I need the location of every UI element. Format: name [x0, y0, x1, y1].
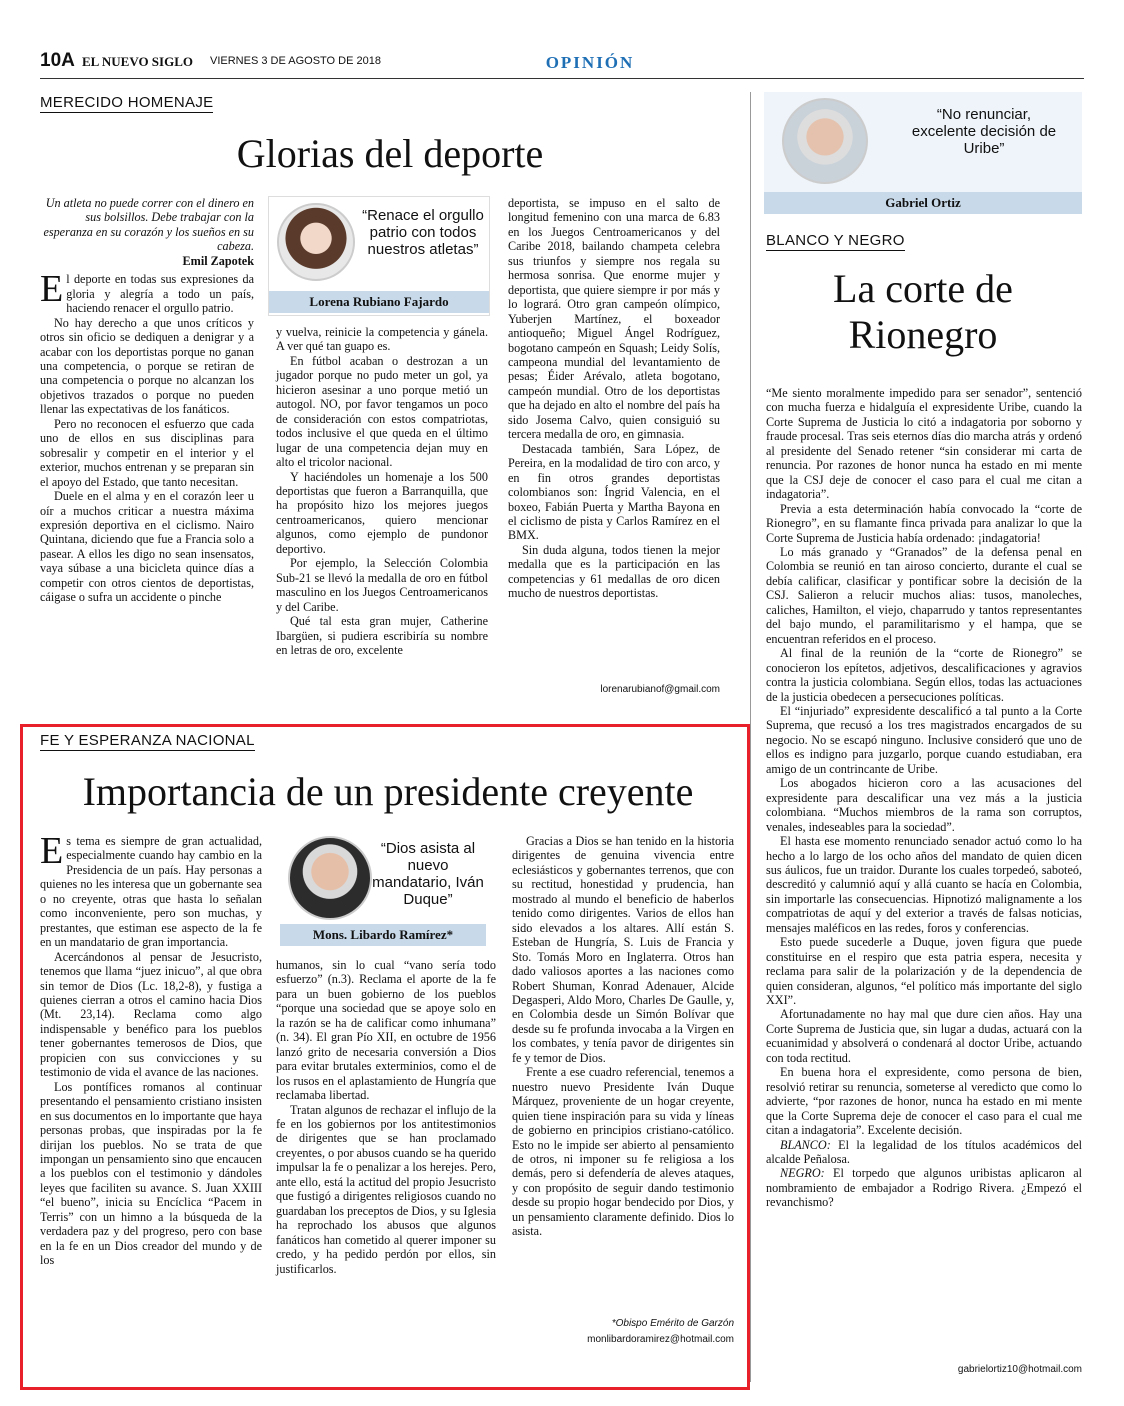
epigraph: Un atleta no puede correr con el dinero en sus bolsillos. Debe trabajar con la esperanza en su corazón y los sueños en su cabeza. — [43, 196, 254, 254]
article2-paragraph: “Me siento moralmente impedido para ser senador”, sentenció con mucha fuerza e hidalguía el expresidente Uribe, cuando la Corte Suprema de Justicia lo citó a indagatoria por soborno y fraude procesal. Tras seis eternos días dio marcha atrás y ordenó al presidente del Senado retener “sin considerar mi carta de renuncia. Por razones de honor nunca ha estado en mi mente que la CSJ deje de conocer el caso para el cual me citan a indagatoria”. — [766, 386, 1082, 502]
negro-note — [766, 1166, 1082, 1209]
article3-column-1 — [40, 830, 262, 1268]
article1-paragraph: Sin duda alguna, todos tienen la mejor medalla que es la participación en las competencias y 61 medallas de oro dicen mucho de nuestros deportistas. — [508, 542, 720, 601]
negro-label: NEGRO: — [780, 1166, 825, 1181]
dropcap-e: E — [40, 268, 64, 311]
article1-paragraph: Qué tal esta gran mujer, Catherine Ibargüen, si pudiera escribiría su nombre en letras de oro, excelente — [276, 614, 488, 657]
headline-line-1: La corte de — [833, 266, 1013, 311]
author-quote: “Dios asista al nuevo mandatario, Iván Duque” — [372, 840, 484, 908]
article2-paragraph: Esto puede sucederle a Duque, joven figura que puede constituirse en el respiro que esta patria espera, necesita y reclama para salir de la polarización y de la dependencia de quien consideran, algunos, “el político más importante del siglo XXI”. — [766, 935, 1082, 1008]
article1-paragraph: Pero no reconocen el esfuerzo que cada uno de ellos en sus disciplinas para sobresalir y competir en el interior y el exterior, muchos entrenan y se preparan sin el apoyo del Estado, que tanto necesitan. — [40, 416, 254, 489]
article1-paragraph: y vuelva, reinicie la competencia y gánela. A ver qué tan guapo es. — [276, 325, 488, 354]
author-name-bar: Gabriel Ortiz — [764, 192, 1082, 214]
article2-paragraph: Al final de la reunión de la “corte de Rionegro” se conocieron los epítetos, adjetivos, descalificaciones y agravios contra la justicia colombiana. Según ellos, todas las actuaciones de la justicia obedecen a persecuciones políticas. — [766, 646, 1082, 704]
author-quote: “No renunciar, excelente decisión de Uribe” — [911, 106, 1057, 157]
author-photo — [782, 98, 868, 184]
article1-paragraph: deportista, se impuso en el salto de longitud femenino con una marca de 6.83 en los Juegos Centroamericanos y del Caribe 2018, bailando champeta celebra sus triunfos y siempre nos regala su hermosa sonrisa. Que enorme mujer y deportista, que quiere siempre ir por más y lo logrará. Otro gran campeón olímpico, Yuberjen Martínez, el boxeador antioqueño; Miguel Ángel Rodríguez, bogotano campeón en Squash; Leidy Solís, campeona mundial del levantamiento de pesas; Éider Arévalo, atleta bogotano, campeón mundial. Otro de los deportistas que ha dejado en alto el nombre del país ha sido Josema Calvo, quien consiguió su tercera medalla de oro, en gimnasia. — [508, 196, 720, 442]
author-name-bar: Mons. Libardo Ramírez* — [280, 924, 486, 946]
article3-column-3 — [512, 834, 734, 1239]
author-photo — [277, 203, 355, 281]
article2-column — [766, 386, 1082, 1210]
headline-la-corte-de-rionegro — [764, 266, 1082, 358]
negro-text: El torpedo que algunos uribistas aplicaron al nombramiento de embajador a Rodrigo Rivera. ¿Empezó el revanchismo? — [766, 1166, 1082, 1210]
article1-paragraph: Por ejemplo, la Selección Colombia Sub-21 se llevó la medalla de oro en fútbol masculino en los Juegos Centroamericanos y del Caribe. — [276, 556, 488, 614]
page-number: 10A — [40, 50, 75, 71]
kicker-merecido-homenaje: MERECIDO HOMENAJE — [40, 94, 214, 111]
paper-name: EL NUEVO SIGLO — [82, 54, 193, 69]
author-email-libardo[interactable]: monlibardoramirez@hotmail.com — [587, 1334, 734, 1345]
article3-paragraph: s tema es siempre de gran actualidad, especialmente cuando hay cambio en la Presidencia de un país. Hay personas a quienes no les interesa que un gobernante sea o no creyente, otras que hasta lo señalan como inconveniente, pero son muchas, y prestantes, que estiman ese aspecto de la fe en un mandatario de gran importancia. — [40, 834, 262, 950]
article3-paragraph: humanos, sin lo cual “vano sería todo esfuerzo” (n.3). Reclama el aporte de la fe para un buen gobierno de los pueblos “porque una sociedad que se apoye solo en la razón se ha de calificar como inhumana” (n. 34). El gran Pío XII, en octubre de 1956 lanzó grito de necesaria conversión a Dios para evitar brutales exterminios, como el de los rusos en el aplastamiento de Hungría que reclamaba libertad. — [276, 958, 496, 1103]
article3-column-2 — [276, 958, 496, 1276]
kicker-fe-y-esperanza: FE Y ESPERANZA NACIONAL — [40, 732, 255, 749]
article1-paragraph: Duele en el alma y en el corazón leer u oír a muchos criticar a nuestra máxima expresión deportiva en el ciclismo. Nairo Quintana, diciendo que fue a Francia solo a pasear. A ellos les digo no sean insensatos, vaya súbase a una bicicleta quince días a competir con otros cientos de deportistas, cáigase o sufra un accidente o pinche — [40, 489, 254, 605]
article2-paragraph: En buena hora el expresidente, como persona de bien, resolvió retirar su renuncia, someterse al veredicto que como lo advierte, “por razones de honor, nunca ha estado en mi mente que la Corte Suprema deje de conocer el caso para el cual me citan a indagatoria”. Excelente decisión. — [766, 1065, 1082, 1138]
article1-paragraph: Y haciéndoles un homenaje a los 500 deportistas que fueron a Barranquilla, que ha propósito hizo los mejores juegos centroamericanos, quiero mencionar algunos, como ejemplo de pundonor deportivo. — [276, 469, 488, 556]
article2-paragraph: Previa a esta determinación había convocado la “corte de Rionegro”, en su flamante finca privada para analizar lo que la Corte Suprema de Justicia había ordenado: ¡indagatoria! — [766, 501, 1082, 545]
article1-column-3 — [508, 196, 720, 601]
article2-paragraph: Afortunadamente no hay mal que dure cien años. Hay una Corte Suprema de Justicia que, sin lugar a dudas, actuará con la ecuanimidad y absolverá o condenará al doctor Uribe, actuando con toda rectitud. — [766, 1007, 1082, 1065]
masthead — [40, 48, 1084, 79]
dropcap-e: E — [40, 830, 64, 872]
author-email-lorena[interactable]: lorenarubianof@gmail.com — [600, 684, 720, 695]
author-quote: “Renace el orgullo patrio con todos nuestros atletas” — [362, 207, 484, 258]
kicker-blanco-y-negro: BLANCO Y NEGRO — [766, 232, 905, 249]
section-title: OPINIÓN — [545, 53, 635, 72]
column-divider — [750, 92, 751, 1382]
article2-paragraph: El “injuriado” expresidente descalificó a tal punto a la Corte Suprema, que recusó a los tres magistrados encargados de su negocio. No se escapó ninguno. Inclusive consideró que uno de ellos es indigno para juzgarlo, porque cuando estudiaban, era amigo de un contrincante de Uribe. — [766, 703, 1082, 776]
article1-paragraph: l deporte en todas sus expresiones da gloria y alegría a todo un país, haciendo renacer el orgullo patrio. — [66, 272, 254, 316]
article1-paragraph: En fútbol acaban o destrozan a un jugador porque no pudo meter un gol, ya hicieron asesinar a uno porque metió un autogol. NO, por favor tengamos un poco de consideración con estos compatriotas, todos inclusive el que queda en el último lugar de una competencia dejan muy en alto el tricolor nacional. — [276, 353, 488, 470]
article3-paragraph: Frente a ese cuadro referencial, tenemos a nuestro nuevo Presidente Iván Duque Márquez, proveniente de un hogar creyente, quien tiene inspiración para su vida y líneas de gobierno en principios cristiano-católico. Esto no le impide ser abierto al pensamiento de otros, ni imponer su fe religiosa a los demás, pero si defendería de aleves ataques, y con propósito de seguir dando testimonio desde su propio hogar bendecido por Dios, y un pensamiento claramente definido. Dios lo asista. — [512, 1065, 734, 1239]
author-box-lorena — [268, 196, 490, 316]
headline-glorias-del-deporte: Glorias del deporte — [236, 131, 544, 176]
headline-presidente-creyente: Importancia de un presidente creyente — [82, 769, 694, 814]
blanco-text: El la legalidad de los títulos académicos del alcalde Peñalosa. — [766, 1137, 1082, 1167]
article2-paragraph: Lo más granado y “Granados” de la defensa penal en Colombia se reunió en tan airoso concierto, durante el cual se debía calificar, clasificar y pontificar sobre la decisión de la CSJ. Salieron a relucir muchos alias: tusos, manoleches, caliches, Hamilton, el viejo, chaparrudo y tantos representantes del bajo mundo, el paramilitarismo y el hampa, que se encuentran referidos en el proceso. — [766, 544, 1082, 646]
article3-paragraph: Tratan algunos de rechazar el influjo de la fe en los gobiernos por los antitestimonios de dirigentes que se han proclamado creyentes, o por abusos cuando se ha querido impulsar la fe o penalizar a los herejes. Pero, ante ello, está la actitud del propio Jesucristo que fustigó a dirigentes religiosos cuando no guardaban los preceptos de Dios, y su Iglesia ha reprochado los abusos que algunos fanáticos han cometido al querer imponer su credo, y ha pedido perdón por ellos, sin justificarlos. — [276, 1102, 496, 1276]
author-box-libardo — [280, 830, 486, 950]
blanco-note — [766, 1138, 1082, 1167]
author-footnote: *Obispo Emérito de Garzón — [611, 1318, 734, 1329]
author-name-bar: Lorena Rubiano Fajardo — [269, 291, 489, 313]
article2-paragraph: El hasta ese momento renunciado senador actuó como lo ha hecho a lo largo de los ocho años del mandato de quien dicen sus áulicos, fue un traidor. Durante los cuales torpedeó, saboteó, descreditó y calumnió aquí y allá cuanto se hacía en Colombia, sin importarle las consecuencias. Hipnotizó malignamente a los compatriotas de aquí y del exterior a través de falsas noticias, mensajes maléficos en las redes, foros y conferencias. — [766, 834, 1082, 935]
article1-column-2 — [276, 325, 488, 657]
article2-paragraph: Los abogados hicieron coro a las acusaciones del expresidente para descalificar una vez más a la justicia colombiana. “Muchos miembros de la rama son corruptos, venales, indeseables para la sociedad”. — [766, 776, 1082, 834]
article1-column-1 — [40, 196, 254, 605]
article3-paragraph: Gracias a Dios se han tenido en la historia dirigentes de genuina vivencia entre eclesiásticos y gobernantes terrenos, que con su rectitud, honestidad y prudencia, han mostrado al mundo el beneficio de haberlos tenido como dirigentes. Varios de ellos han sido elevados a los altares. Allí están S. Esteban de Hungría, S. Luis de Francia y Sto. Tomás Moro en Inglaterra. Otros han dado valiosos aportes a las naciones como Robert Shuman, Konrad Adenauer, Alcide Degasperi, Aldo Moro, Charles De Gaulle, y, en Colombia desde un Simón Bolívar que desde su fe profunda invocaba a la Virgen en los combates, y tenía pavor de dirigentes sin fe y temor de Dios. — [512, 834, 734, 1065]
article1-paragraph: No hay derecho a que unos críticos y otros sin oficio se dediquen a denigrar y a acabar con los deportistas porque no ganan una competencia, o porque se retiran de una competencia o porque no alcanzan los objetivos trazados o porque no pueden llenar las expectativas de los fanáticos. — [40, 315, 254, 417]
article1-paragraph: Destacada también, Sara López, de Pereira, en la modalidad de tiro con arco, y en fin otros grandes deportistas colombianos son: Íngrid Valencia, en el boxeo, Fabián Puerta y Martha Bayona en el ciclismo de pista y Carlos Ramírez en el BMX. — [508, 441, 720, 543]
author-photo — [288, 836, 372, 920]
article3-paragraph: Acercándonos al pensar de Jesucristo, tenemos que llama “juez inicuo”, al que obra sin temor de Dios (Lc. 18,2-8), y fustiga a quienes cierran a otros el camino hacia Dios (Mt. 23,14). Reclama como algo indispensable y benéfico para los pueblos tener gobernantes temerosos de Dios, que propicien con sus convicciones y su testimonio de vida el avance de las naciones. — [40, 949, 262, 1080]
author-box-gabriel — [764, 92, 1082, 212]
article3-paragraph: Los pontífices romanos al continuar presentando el pensamiento cristiano insisten en sus documentos en lo importante que haya personas probas, que inspiradas por la fe dirijan los pueblos. No se trata de que impongan un pensamiento sino que encaucen a los pueblos con el testimonio y dándoles leyes que faciliten su avance. S. Juan XXIII “el bueno”, inicia su Encíclica “Pacem in Terris” con un himno a la búsqueda de la verdadera paz y del progreso, pero con base en la fe en un Dios creador del mundo y de los — [40, 1079, 262, 1268]
issue-date: VIERNES 3 DE AGOSTO DE 2018 — [210, 55, 381, 67]
blanco-label: BLANCO: — [780, 1137, 831, 1152]
author-email-gabriel[interactable]: gabrielortiz10@hotmail.com — [957, 1364, 1082, 1375]
epigraph-author: Emil Zapotek — [182, 253, 254, 268]
headline-line-2: Rionegro — [848, 312, 998, 357]
